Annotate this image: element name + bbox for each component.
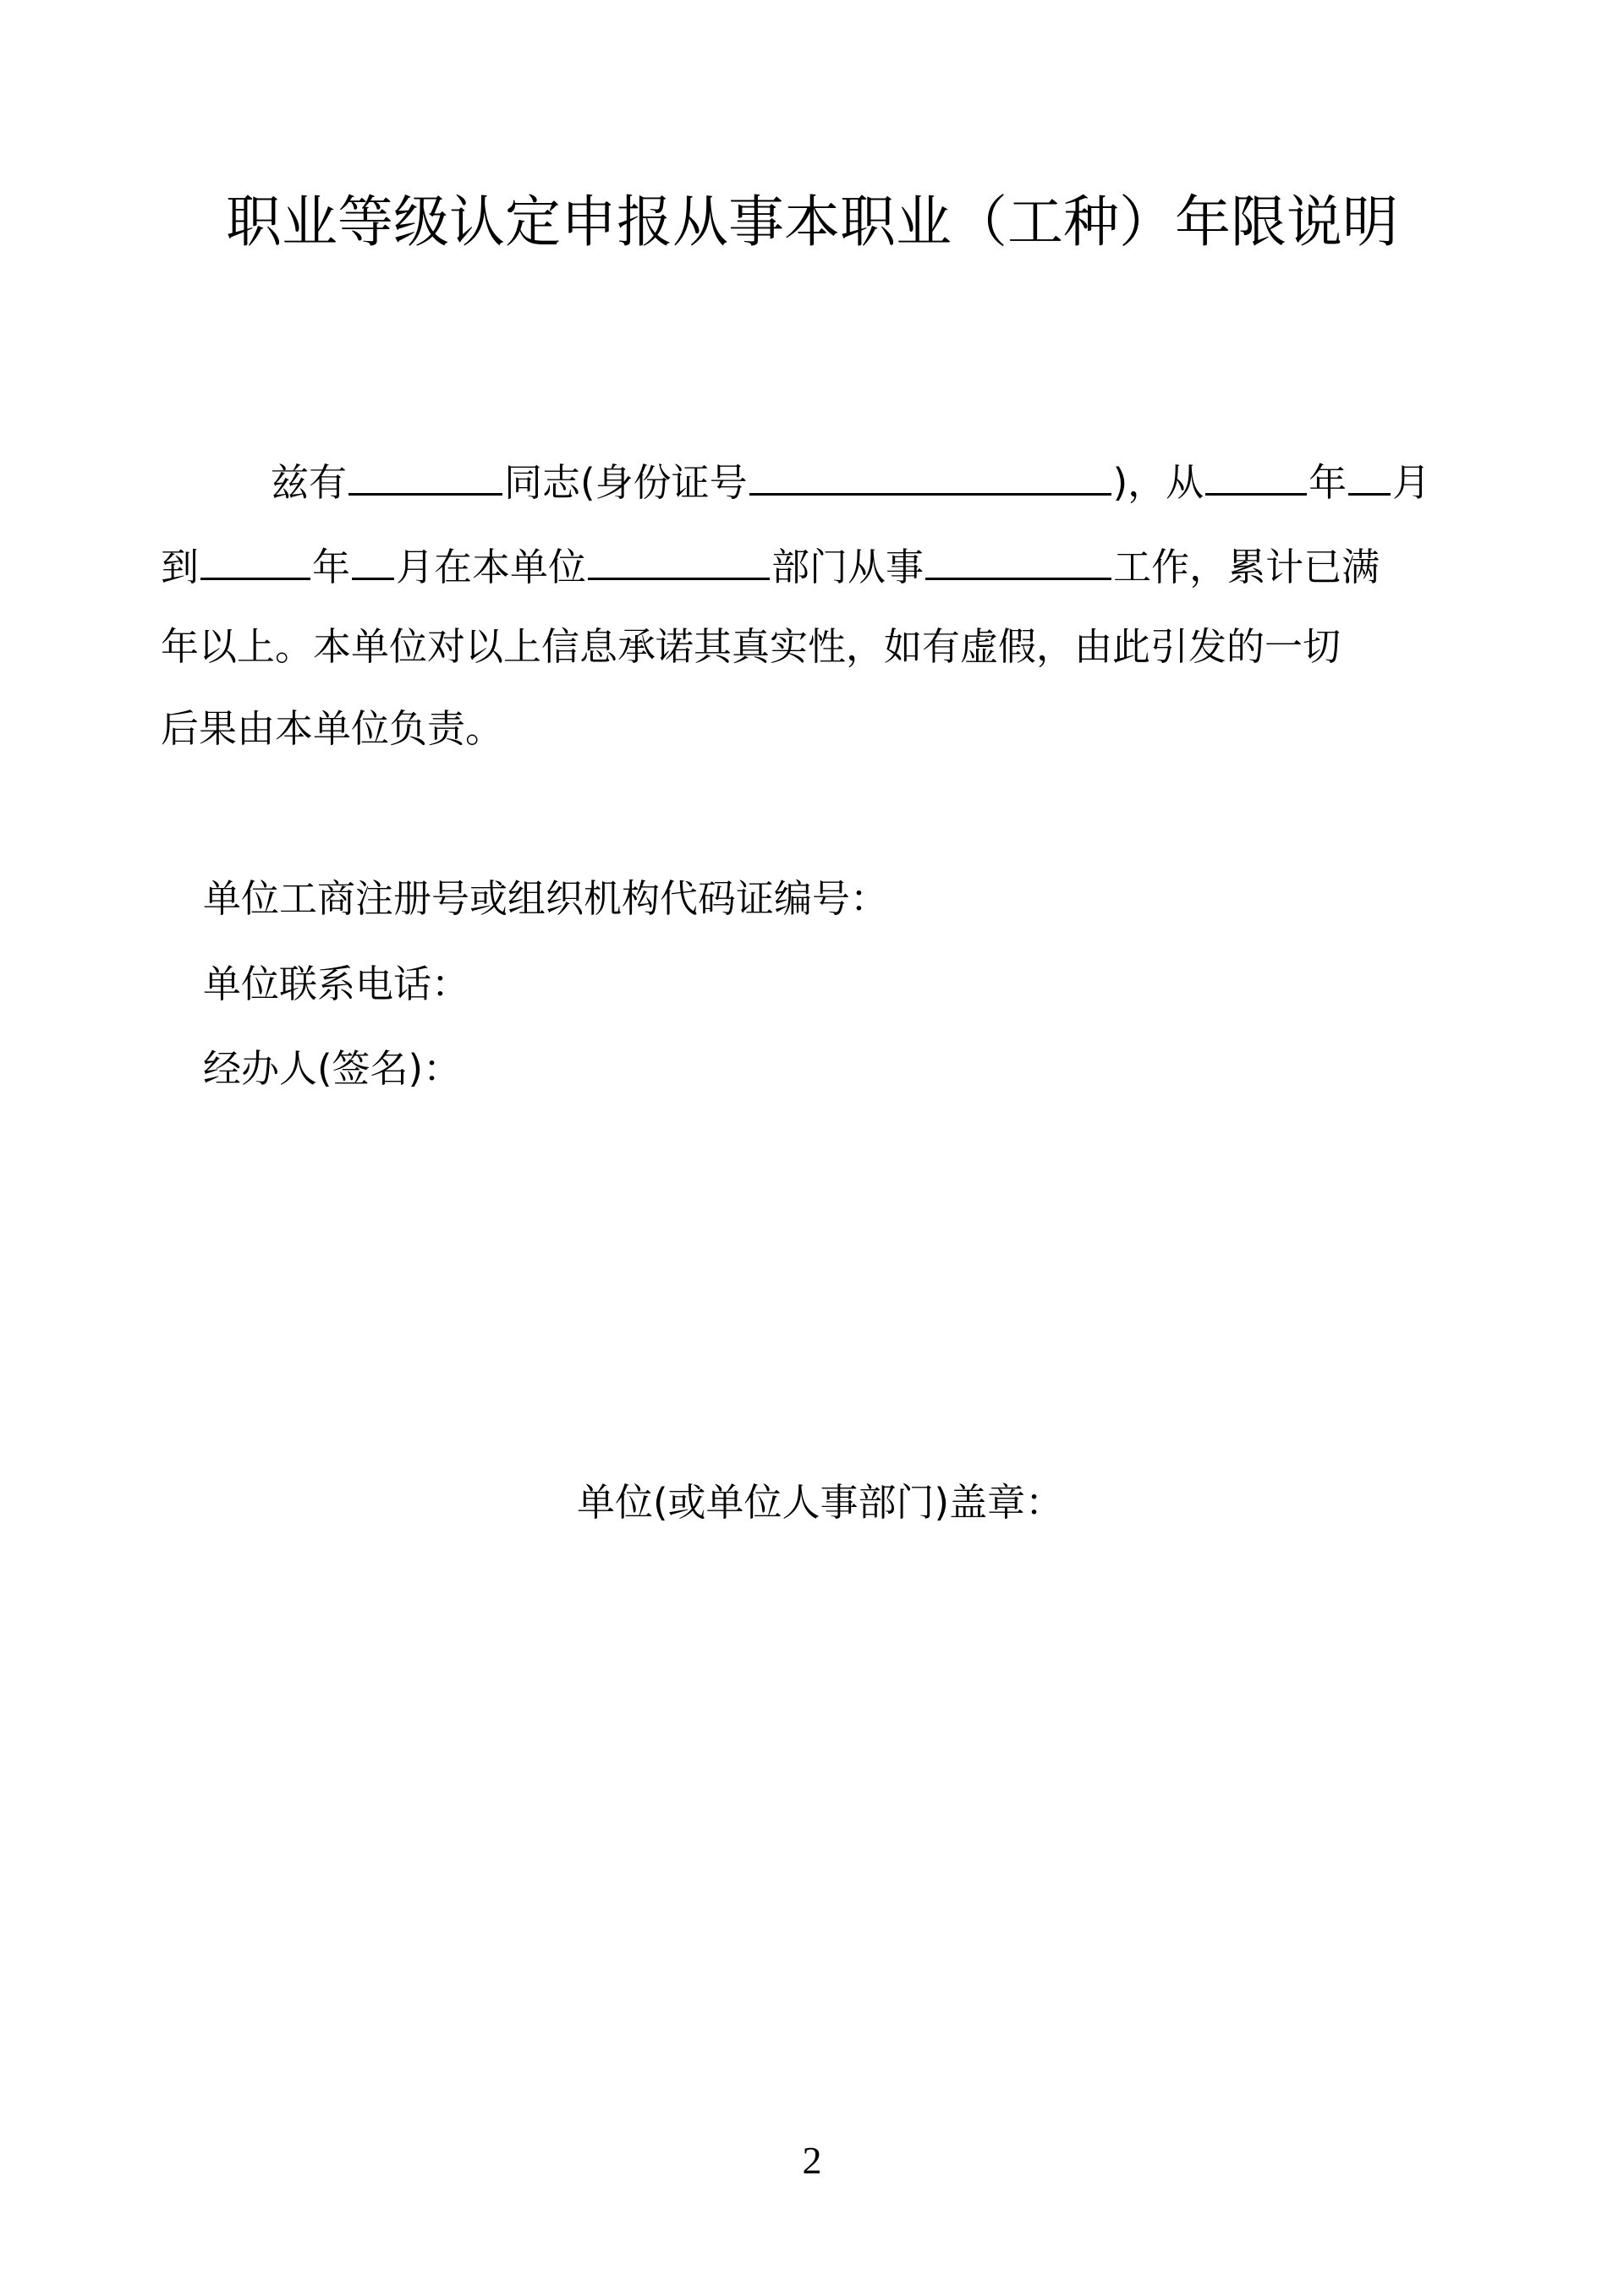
end-year-blank[interactable]: [200, 537, 310, 580]
statement-line-1: [271, 452, 1624, 510]
agent-signature-label: 经办人(签名)：: [203, 1046, 462, 1091]
text-segment: 工作，累计已满: [1113, 545, 1380, 589]
job-blank[interactable]: [925, 537, 1111, 580]
statement-line-3: 年以上。本单位对以上信息承诺其真实性，如有虚假，由此引发的一切: [161, 624, 1341, 669]
department-blank[interactable]: [588, 537, 770, 580]
text-segment: 同志(身份证号: [504, 460, 748, 505]
page-number: 2: [802, 2139, 822, 2182]
text-segment: 月在本单位: [396, 545, 587, 589]
text-segment: 年: [1309, 460, 1347, 505]
registration-number-label: 单位工商注册号或组织机构代码证编号：: [203, 876, 889, 921]
text-segment: 到: [161, 545, 200, 589]
end-month-blank[interactable]: [352, 537, 394, 580]
text-segment: )，从: [1112, 460, 1204, 505]
statement-line-2: [161, 537, 1514, 595]
start-month-blank[interactable]: [1348, 452, 1391, 496]
phone-label: 单位联系电话：: [203, 962, 470, 1006]
start-year-blank[interactable]: [1205, 452, 1307, 496]
name-blank[interactable]: [348, 452, 502, 496]
text-segment: 兹有: [271, 460, 348, 505]
id-number-blank[interactable]: [749, 452, 1111, 496]
text-segment: 月: [1392, 460, 1431, 505]
text-segment: 年: [312, 545, 351, 589]
document-title: 职业等级认定申报从事本职业（工种）年限说明: [226, 189, 1398, 255]
stamp-label: 单位(或单位人事部门)盖章：: [577, 1480, 1064, 1525]
statement-line-4: 后果由本单位负责。: [161, 706, 504, 751]
text-segment: 部门从事: [771, 545, 924, 589]
